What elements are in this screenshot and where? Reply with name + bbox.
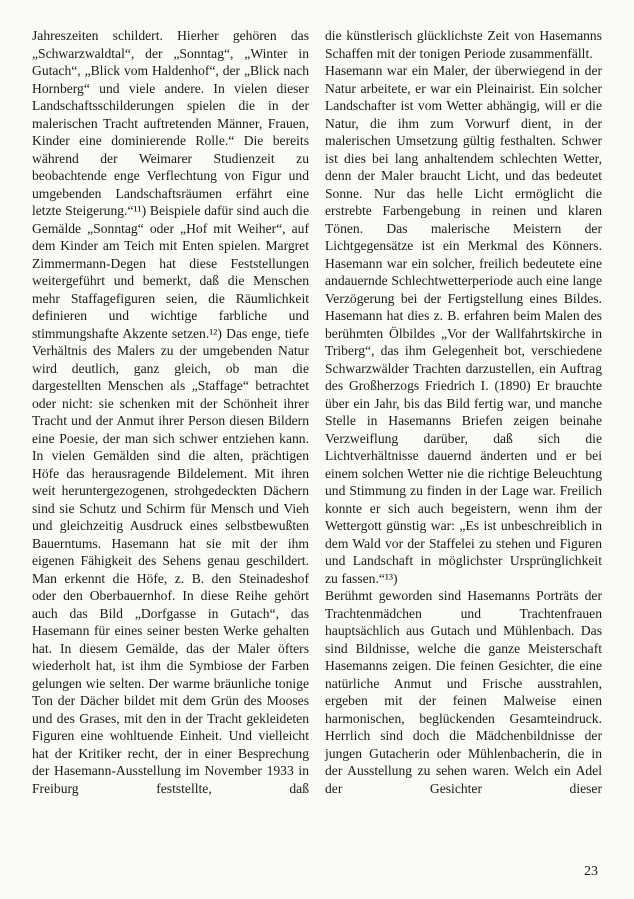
text-columns (32, 27, 602, 797)
left-column (32, 27, 309, 797)
right-column-paragraph-3: Berühmt geworden sind Hasemanns Porträts der Trachtenmädchen und Trachtenfrauen hauptsächlich aus Gutach und Mühlenbach. Das sind Bildnisse, welche die ganze Meisterschaft Hasemanns zeigen. Die feinen Gesichter, die eine natürliche Anmut und Frische ausstrahlen, ergeben mit der feinen Malweise einen harmonischen, beglückenden Gesamteindruck. Herrlich sind doch die Mädchenbildnisse der jungen Gutacherin oder Mühlenbacherin, die in der Ausstellung zu sehen waren. Welch ein Adel der Gesichter dieser (325, 588, 602, 796)
right-column (325, 27, 602, 797)
page-number: 23 (584, 864, 598, 879)
right-column-paragraph-1: die künstlerisch glücklichste Zeit von Hasemanns Schaffen mit der tonigen Periode zusammenfällt. (325, 28, 602, 61)
left-column-paragraph: Jahreszeiten schildert. Hierher gehören das „Schwarzwaldtal“, der „Sonntag“, „Winter in Gutach“, „Blick vom Haldenhof“, der „Blick nach Hornberg“ und viele andere. In vielen dieser Landschaftsschilderungen spielen die in der malerischen Tracht auftretenden Männer, Frauen, Kinder eine dominierende Rolle.“ Die bereits während der Weimarer Studienzeit zu beobachtende enge Verflechtung von Figur und umgebenden Landschaftsräumen erfährt eine letzte Steigerung.“¹¹) Beispiele dafür sind auch die Gemälde „Sonntag“ oder „Hof mit Weiher“, auf dem Kinder am Teich mit Enten spielen. Margret Zimmermann-Degen hat diese Feststellungen weitergeführt und bemerkt, daß die Menschen mehr Staffagefiguren seien, die Räumlichkeit definieren und wichtige farbliche und stimmungshafte Akzente setzen.¹²) Das enge, tiefe Verhältnis des Malers zu der umgebenden Natur wird deutlich, ganz gleich, ob man die dargestellten Menschen als „Staffage“ betrachtet oder nicht: sie schenken mit der Schönheit ihrer Tracht und der Anmut ihrer Person diesen Bildern eine Poesie, der man sich schwer entziehen kann. In vielen Gemälden sind die alten, prächtigen Höfe das herausragende Bildelement. Mit ihren weit heruntergezogenen, strohgedeckten Dächern sind sie Schutz und Schirm für Mensch und Vieh und gleichzeitig Ausdruck eines selbstbewußten Bauerntums. Hasemann hat sie mit der ihm eigenen Fähigkeit des Sehens genau geschildert. Man erkennt die Höfe, z. B. den Steinadeshof oder den Oberbauernhof. In diese Reihe gehört auch das Bild „Dorfgasse in Gutach“, das Hasemann für eines seiner besten Werke gehalten hat. In diesem Gemälde, das der Maler öfters wiederholt hat, ist ihm die Symbiose der Farben gelungen wie selten. Der warme bräunliche tonige Ton der Dächer bildet mit dem Grün des Mooses und des Grases, mit den in der Tracht gekleideten Figuren eine wohltuende Einheit. Und vielleicht hat der Kritiker recht, der in einer Besprechung der Hasemann-Ausstellung im November 1933 in Freiburg feststellte, daß (32, 28, 309, 796)
right-column-paragraph-2: Hasemann war ein Maler, der überwiegend in der Natur arbeitete, er war ein Pleinairist. Ein solcher Landschafter ist vom Wetter abhängig, will er die Natur, die ihm zum Vorwurf dient, in der malerischen Umsetzung gültig festhalten. Schwer ist dies bei lang anhaltendem schlechten Wetter, denn der Maler braucht Licht, und das bedeutet Sonne. Nur das helle Licht ermöglicht die erstrebte Farbengebung in reinen und klaren Tönen. Das malerische Meistern der Lichtgegensätze ist ein Merkmal des Könners. Hasemann war ein solcher, freilich bedeutete eine andauernde Schlechtwetterperiode auch eine lange Verzögerung bei der Fertigstellung eines Bildes. Hasemann hat dies z. B. erfahren beim Malen des berühmten Ölbildes „Vor der Wallfahrtskirche in Triberg“, das ihm Gelegenheit bot, verschiedene Schwarzwälder Trachten darzustellen, ein Auftrag des Großherzogs Friedrich I. (1890) Er brauchte über ein Jahr, bis das Bild fertig war, und manche Stelle in Hasemanns Briefen zeigen beinahe Verzweiflung darüber, daß sich die Lichtverhältnisse dauernd änderten und er bei einem solchen Wetter nie die richtige Beleuchtung und Stimmung zu finden in der Lage war. Freilich konnte er sich auch begeistern, wenn ihm der Wettergott günstig war: „Es ist unbeschreiblich in dem Wald vor der Staffelei zu stehen und Figuren und Landschaft in möglichster Ursprünglichkeit zu fassen.“¹³) (325, 63, 602, 586)
